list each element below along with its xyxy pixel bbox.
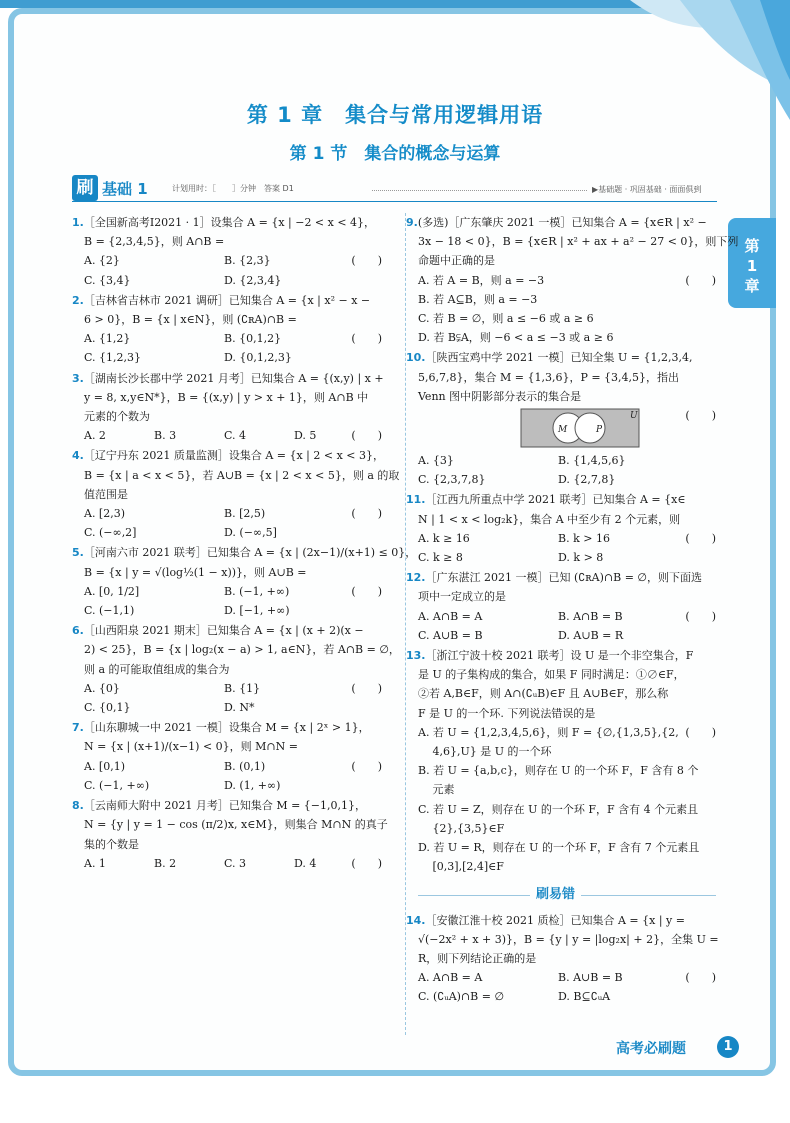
question-text: ［山东聊城一中 2021 一模］设集合 M = {x | 2ˣ > 1}， — [83, 721, 370, 735]
answer-option[interactable]: D. (−∞,5] — [224, 526, 277, 540]
answer-option[interactable]: B. 若 A⊆B，则 a = −3 — [418, 292, 538, 306]
options-group — [84, 504, 351, 542]
question-number: 9. — [406, 216, 418, 229]
question-item — [406, 911, 730, 1007]
question-text: ［陕西宝鸡中学 2021 一模］已知全集 U = {1,2,3,4, — [425, 351, 693, 365]
answer-paren[interactable]: ( ) — [685, 609, 716, 623]
question-number: 1. — [72, 216, 84, 229]
question-text: B = {2,3,4,5}，则 A∩B = — [84, 235, 225, 249]
answer-paren[interactable]: ( ) — [351, 507, 382, 521]
answer-option[interactable]: D. 5 — [294, 429, 317, 443]
question-line — [84, 660, 396, 679]
question-line — [418, 251, 730, 270]
options-group — [84, 582, 351, 620]
question-item — [406, 490, 730, 567]
question-text: ［全国新高考Ⅰ2021 · 1］设集合 A = {x | −2 < x < 4}， — [83, 216, 376, 229]
venn-label-u: U — [630, 411, 638, 422]
question-text: 项中一定成立的是 — [418, 590, 506, 604]
question-line — [406, 213, 730, 232]
question-text: Venn 图中阴影部分表示的集合是 — [418, 389, 582, 403]
answer-option[interactable]: A. k ≥ 16 — [418, 531, 470, 545]
answer-option[interactable]: A. {3} — [418, 454, 454, 468]
answer-option[interactable]: B. {2,3} — [224, 254, 271, 268]
question-text: ［湖南长沙长郡中学 2021 月考］已知集合 A = {(x,y) | x + — [83, 371, 384, 385]
question-line — [84, 835, 396, 854]
question-text: B = {x | a < x < 5}，若 A∪B = {x | 2 < x < 5}，则 a 的取 — [84, 468, 400, 482]
question-text: ［辽宁丹东 2021 质量监测］设集合 A = {x | 2 < x < 3}， — [83, 449, 385, 463]
question-text: R，则下列结论正确的是 — [418, 951, 537, 965]
question-line — [418, 665, 730, 684]
question-number: 7. — [72, 721, 84, 735]
answer-option[interactable]: A. {0} — [84, 681, 120, 695]
answer-option[interactable]: C. {3,4} — [84, 273, 131, 287]
answer-paren[interactable]: ( ) — [685, 273, 716, 287]
question-item — [72, 621, 400, 717]
question-line — [418, 704, 730, 723]
question-text: 值范围是 — [84, 487, 128, 501]
answer-option[interactable]: B. 3 — [154, 429, 177, 443]
question-line — [84, 466, 400, 485]
question-number: 5. — [72, 546, 84, 560]
chapter-side-tab[interactable] — [728, 218, 776, 308]
question-text: B = {x | y = √(log½(1 − x))}，则 A∪B = — [84, 565, 307, 579]
question-number: 3. — [72, 371, 84, 385]
question-line — [406, 646, 730, 665]
question-text: 6 > 0}，B = {x | x∈N}，则 (∁ʀA)∩B = — [84, 313, 297, 327]
answer-option[interactable]: C. (−1,1) — [84, 604, 135, 618]
answer-option[interactable]: C. k ≥ 8 — [418, 551, 463, 565]
question-text: 命题中正确的是 — [418, 254, 495, 268]
answer-option[interactable]: B. 若 U = {a,b,c}，则存在 U 的一个环 F，F 含有 8 个 — [418, 764, 699, 778]
question-text: ［广东湛江 2021 一模］已知 (∁ʀA)∩B = ∅，则下面选 — [425, 571, 702, 585]
question-line — [418, 949, 730, 968]
question-text: ［江西九所重点中学 2021 联考］已知集合 A = {x∈ — [425, 493, 686, 507]
question-text: N = {y | y = 1 − cos (π/2)x, x∈M}，则集合 M∩N 的真子 — [84, 818, 388, 832]
question-line — [406, 348, 730, 367]
answer-paren[interactable]: ( ) — [351, 332, 382, 346]
question-line — [406, 568, 730, 587]
answer-option[interactable]: A. 2 — [84, 429, 106, 443]
question-item — [72, 291, 396, 368]
question-line — [84, 563, 396, 582]
options-group — [418, 968, 685, 1006]
answer-paren[interactable]: ( ) — [351, 584, 382, 598]
options-group — [84, 329, 351, 367]
answer-paren[interactable]: ( ) — [351, 681, 382, 695]
answer-option[interactable]: A. 若 A = B，则 a = −3 — [418, 273, 545, 287]
question-text: F 是 U 的一个环. 下列说法错误的是 — [418, 706, 596, 720]
options-group — [418, 529, 685, 567]
answer-option[interactable]: C. {1,2,3} — [84, 351, 142, 365]
question-line — [406, 490, 730, 509]
question-number: 10. — [406, 351, 426, 365]
answer-option[interactable]: B. [2,5) — [224, 507, 266, 521]
side-tab-line: 第 — [744, 237, 760, 255]
chapter-title: 第 1 章 集合与常用逻辑用语 — [246, 103, 544, 127]
answer-option[interactable]: B. {1,4,5,6} — [558, 454, 626, 468]
question-item — [72, 543, 417, 620]
question-item — [72, 718, 396, 795]
right-column — [406, 213, 739, 1008]
question-line — [84, 407, 396, 426]
question-line — [72, 621, 396, 640]
question-item — [406, 568, 730, 645]
column-divider — [405, 213, 406, 1035]
question-text: 是 U 的子集构成的集合，如果 F 同时满足：①∅∈F， — [418, 668, 685, 682]
shua-badge: 刷 — [72, 175, 98, 201]
question-line — [72, 543, 417, 562]
answer-option[interactable]: A. A∩B = A — [418, 609, 483, 623]
answer-paren[interactable]: ( ) — [351, 254, 382, 268]
answer-option[interactable]: C. (∁ᵤA)∩B = ∅ — [418, 990, 505, 1004]
answer-option[interactable]: A. [0,1) — [84, 759, 126, 773]
question-line — [84, 737, 396, 756]
answer-option[interactable]: C. {2,3,7,8} — [418, 473, 486, 487]
answer-paren[interactable]: ( ) — [685, 725, 716, 739]
question-number: 12. — [406, 571, 426, 585]
answer-option[interactable]: C. (−∞,2] — [84, 526, 137, 540]
question-text: ②若 A,B∈F，则 A∩(∁ᵤB)∈F 且 A∪B∈F，那么称 — [418, 687, 669, 701]
question-number: 11. — [406, 493, 426, 507]
side-tab-line: 章 — [744, 277, 760, 295]
answer-option[interactable]: B. {1} — [224, 681, 261, 695]
exercise-label: 基础 1 — [102, 180, 148, 198]
answer-option[interactable]: D. k > 8 — [558, 551, 604, 565]
question-line — [84, 388, 396, 407]
answer-option[interactable]: D. 若 B⫋A，则 −6 < a ≤ −3 或 a ≥ 6 — [418, 331, 614, 345]
question-line — [418, 387, 730, 406]
question-text: 元素的个数为 — [84, 410, 150, 424]
answer-option[interactable]: 元素 — [418, 783, 455, 797]
options-group — [418, 723, 730, 877]
answer-option[interactable]: A. [0, 1/2] — [84, 584, 140, 598]
question-line — [418, 510, 730, 529]
yicuo-header — [418, 885, 730, 907]
question-line — [72, 291, 396, 310]
answer-option[interactable]: D. (1, +∞) — [224, 778, 281, 792]
answer-option[interactable]: A. {1,2} — [84, 332, 131, 346]
question-text: 则 a 的可能取值组成的集合为 — [84, 662, 230, 676]
answer-option[interactable]: D. N* — [224, 701, 255, 715]
answer-option[interactable]: D. B⊆∁ᵤA — [558, 990, 611, 1004]
question-item — [406, 348, 730, 489]
answer-option[interactable]: A. A∩B = A — [418, 971, 483, 985]
question-item — [406, 213, 739, 347]
answer-option[interactable]: A. {2} — [84, 254, 120, 268]
answer-option[interactable]: B. A∪B = B — [558, 971, 623, 985]
answer-option[interactable]: A. 1 — [84, 856, 106, 870]
answer-option[interactable]: D. 4 — [294, 856, 317, 870]
answer-option[interactable]: D. [−1, +∞) — [224, 604, 290, 618]
exercise-bar — [72, 174, 717, 202]
options-group — [418, 271, 730, 348]
options-group — [418, 607, 685, 645]
question-line — [418, 684, 730, 703]
question-text: ［河南六市 2021 联考］已知集合 A = {x | (2x−1)/(x+1) ≤ 0}， — [83, 546, 417, 560]
dotted-rule — [372, 190, 587, 191]
question-text: ［云南师大附中 2021 月考］已知集合 M = {−1,0,1}， — [83, 799, 367, 813]
question-number: 4. — [72, 449, 84, 463]
answer-option[interactable]: C. 3 — [224, 856, 247, 870]
options-group — [84, 757, 351, 795]
plan-time: 计划用时：［ ］分钟 答案 D1 — [172, 184, 294, 193]
question-line — [72, 213, 396, 232]
question-text: (多选)［广东肇庆 2021 一模］已知集合 A = {x∈R | x² − — [417, 216, 707, 229]
question-line — [418, 930, 730, 949]
options-group — [84, 251, 351, 289]
answer-option[interactable]: B. {0,1,2} — [224, 332, 282, 346]
answer-option[interactable]: B. (0,1) — [224, 759, 266, 773]
answer-option[interactable]: C. {0,1} — [84, 701, 131, 715]
answer-option[interactable]: C. 若 B = ∅，则 a ≤ −6 或 a ≥ 6 — [418, 312, 594, 326]
question-line — [406, 911, 730, 930]
question-item — [72, 213, 396, 290]
question-line — [418, 368, 730, 387]
question-line — [72, 796, 396, 815]
answer-option[interactable]: D. A∪B = R — [558, 628, 624, 642]
answer-option[interactable]: B. (−1, +∞) — [224, 584, 290, 598]
question-text: 5,6,7,8}，集合 M = {1,3,6}，P = {3,4,5}，指出 — [418, 370, 680, 384]
options-group — [84, 679, 351, 717]
question-text: ［山西阳泉 2021 期末］已知集合 A = {x | (x + 2)(x − — [83, 624, 364, 638]
answer-option[interactable]: A. 若 U = {1,2,3,4,5,6}，则 F = {∅,{1,3,5},{2, — [418, 725, 679, 739]
question-text: 2) < 25}，B = {x | log₂(x − a) > 1, a∈N}，若 A∩B = ∅， — [84, 643, 400, 657]
question-item — [72, 796, 396, 873]
question-item — [72, 369, 396, 446]
question-item — [72, 446, 400, 542]
footer-brand: 高考必刷题 — [616, 1041, 686, 1057]
answer-option[interactable]: [0,3],[2,4]∈F — [418, 860, 504, 874]
question-text: ［安徽江淮十校 2021 质检］已知集合 A = {x | y = — [425, 913, 685, 927]
answer-option[interactable]: B. k > 16 — [558, 531, 610, 545]
question-number: 14. — [406, 913, 426, 927]
exercise-slogan: ▶基础题 · 巩固基础 · 面面俱到 — [592, 185, 702, 194]
answer-option[interactable]: 4,6},U} 是 U 的一个环 — [418, 745, 552, 759]
answer-paren[interactable]: ( ) — [685, 409, 716, 423]
question-line — [84, 815, 396, 834]
answer-option[interactable]: B. A∩B = B — [558, 609, 623, 623]
question-number: 13. — [406, 649, 426, 663]
question-number: 8. — [72, 799, 84, 813]
question-text: 3x − 18 < 0}，B = {x∈R | x² + ax + a² − 27 < 0}，则下列 — [418, 235, 739, 249]
question-line — [72, 446, 396, 465]
question-text: y = 8, x,y∈N*}，B = {(x,y) | y > x + 1}，则 A∩B 中 — [84, 390, 369, 404]
exercise-rule — [72, 201, 717, 202]
answer-option[interactable]: D. 若 U = R，则存在 U 的一个环 F，F 含有 7 个元素且 — [418, 841, 700, 855]
options-group — [84, 426, 351, 445]
question-text: ［吉林省吉林市 2021 调研］已知集合 A = {x | x² − x − — [83, 293, 371, 307]
answer-option[interactable]: A. [2,3) — [84, 507, 126, 521]
question-line — [84, 310, 396, 329]
answer-paren[interactable]: ( ) — [351, 759, 382, 773]
question-text: N | 1 < x < log₂k}，集合 A 中至少有 2 个元素，则 — [418, 512, 681, 526]
question-line — [418, 587, 730, 606]
venn-diagram — [520, 408, 640, 448]
question-text: ［浙江宁波十校 2021 联考］设 U 是一个非空集合，F — [425, 649, 694, 663]
answer-option[interactable]: C. A∪B = B — [418, 628, 483, 642]
venn-label-m: M — [558, 425, 568, 436]
section-title: 第 1 节 集合的概念与运算 — [289, 144, 501, 164]
options-group — [418, 451, 730, 489]
question-item — [406, 646, 730, 876]
options-group — [84, 854, 351, 873]
answer-option[interactable]: C. 4 — [224, 429, 247, 443]
question-text: 集的个数是 — [84, 837, 139, 851]
question-line — [84, 485, 396, 504]
answer-paren[interactable]: ( ) — [685, 531, 716, 545]
question-line — [72, 369, 396, 388]
answer-option[interactable]: D. {2,7,8} — [558, 473, 616, 487]
answer-paren[interactable]: ( ) — [351, 856, 382, 870]
question-number: 6. — [72, 624, 84, 638]
question-line — [84, 640, 400, 659]
yicuo-label: 刷易错 — [530, 885, 581, 904]
page-number: 1 — [717, 1036, 739, 1058]
venn-label-p: P — [596, 425, 603, 436]
question-number: 2. — [72, 293, 84, 307]
question-line — [84, 232, 396, 251]
answer-option[interactable]: {2},{3,5}∈F — [418, 821, 505, 835]
answer-option[interactable]: D. {2,3,4} — [224, 273, 282, 287]
question-text: √(−2x² + x + 3)}，B = {y | y = |log₂x| + 2}，全集 U = — [418, 932, 719, 946]
answer-paren[interactable]: ( ) — [351, 429, 382, 443]
answer-option[interactable]: B. 2 — [154, 856, 177, 870]
answer-option[interactable]: C. (−1, +∞) — [84, 778, 150, 792]
answer-option[interactable]: D. {0,1,2,3} — [224, 351, 292, 365]
answer-option[interactable]: C. 若 U = Z，则存在 U 的一个环 F，F 含有 4 个元素且 — [418, 802, 699, 816]
question-text: N = {x | (x+1)/(x−1) < 0}，则 M∩N = — [84, 740, 298, 754]
side-tab-line: 1 — [746, 257, 758, 275]
answer-paren[interactable]: ( ) — [685, 971, 716, 985]
question-line — [418, 232, 739, 251]
question-line — [72, 718, 396, 737]
